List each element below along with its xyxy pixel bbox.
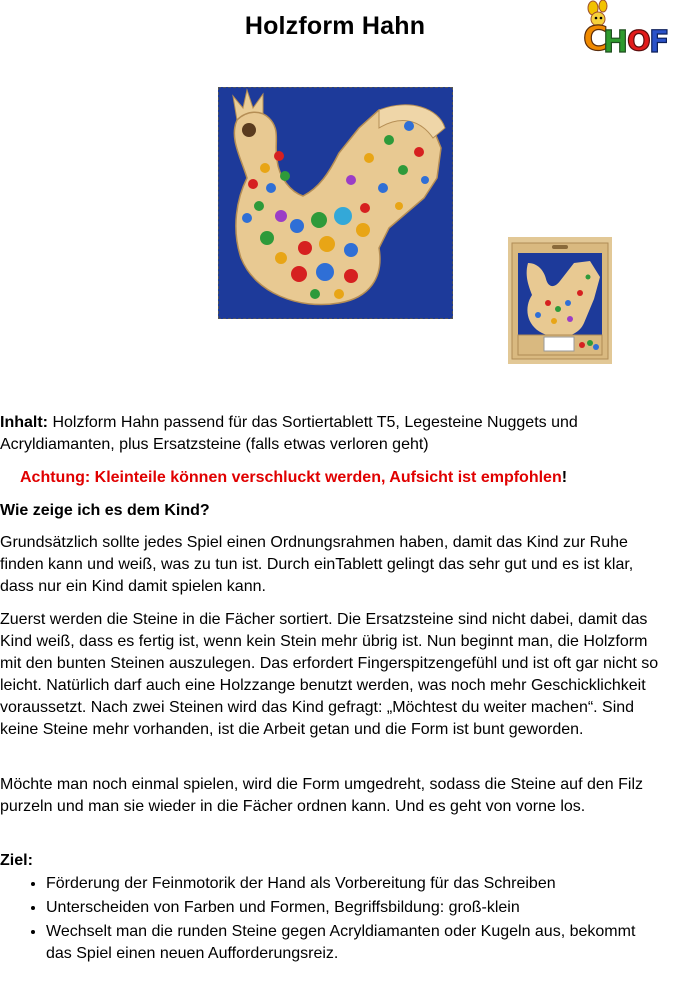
sorting-tray-photo [508,237,612,364]
svg-text:H: H [603,25,629,58]
goal-item: • Förderung der Feinmotorik der Hand als Vorbereitung für das Schreiben [46,873,660,895]
rooster-board-photo [218,87,453,319]
goal-item: • Wechselt man die runden Steine gegen Acryldiamanten oder Kugeln aus, bekommt das Spiel einen neuen Aufforderungsreiz. [46,921,660,965]
paragraph-framework: Grundsätzlich sollte jedes Spiel einen Ordnungsrahmen haben, damit das Kind zur Ruhe finden kann und weiß, was zu tun ist. Durch einTablett gelingt das sehr gut und es ist klar, dass nur ein Kind damit spielen kann. [0,534,634,595]
svg-text:F: F [649,25,670,58]
hof-logo [577,0,673,58]
warning-exclamation: ! [561,469,568,486]
warning-notice [20,467,675,489]
paragraph-repeat: Möchte man noch einmal spielen, wird die Form umgedreht, sodass die Steine auf den Filz purzeln und man sie wieder in die Fächer ordnen kann. Und es geht von vorne los. [0,776,643,815]
heading-how-to: Wie zeige ich es dem Kind? [0,502,210,519]
content-text: Holzform Hahn passend für das Sortiertablett T5, Legesteine Nuggets und Acryldiamanten, plus Ersatzsteine (falls etwas verloren geht) [0,414,578,453]
content-label: Inhalt: [0,414,48,431]
svg-text:C: C [583,19,608,58]
svg-text:O: O [627,24,651,57]
paragraph-procedure: Zuerst werden die Steine in die Fächer sortiert. Die Ersatzsteine sind nicht dabei, damit das Kind weiß, dass es fertig ist, wenn kein Stein mehr übrig ist. Nun beginnt man, die Holzform mit den bunten Steinen auszulegen. Das erfordert Fingerspitzengefühl und ist oft gar nicht so leicht. Natürlich darf auch eine Holzzange benutzt werden, was noch mehr Geschicklichkeit voraussetzt. Nach zwei Steinen wird das Kind gefragt: „Möchtest du weiter machen“. Sind keine Steine mehr vorhanden, ist die Arbeit getan und die Form ist bunt geworden. [0,611,659,738]
warning-text: Achtung: Kleinteile können verschluckt werden, Aufsicht ist empfohlen [20,469,562,486]
goal-item: • Unterscheiden von Farben und Formen, Begriffsbildung: groß-klein [46,897,660,919]
goals-list [0,873,660,967]
content-paragraph [0,412,660,456]
heading-goal: Ziel: [0,852,33,869]
page-title: Holzform Hahn [244,12,426,40]
